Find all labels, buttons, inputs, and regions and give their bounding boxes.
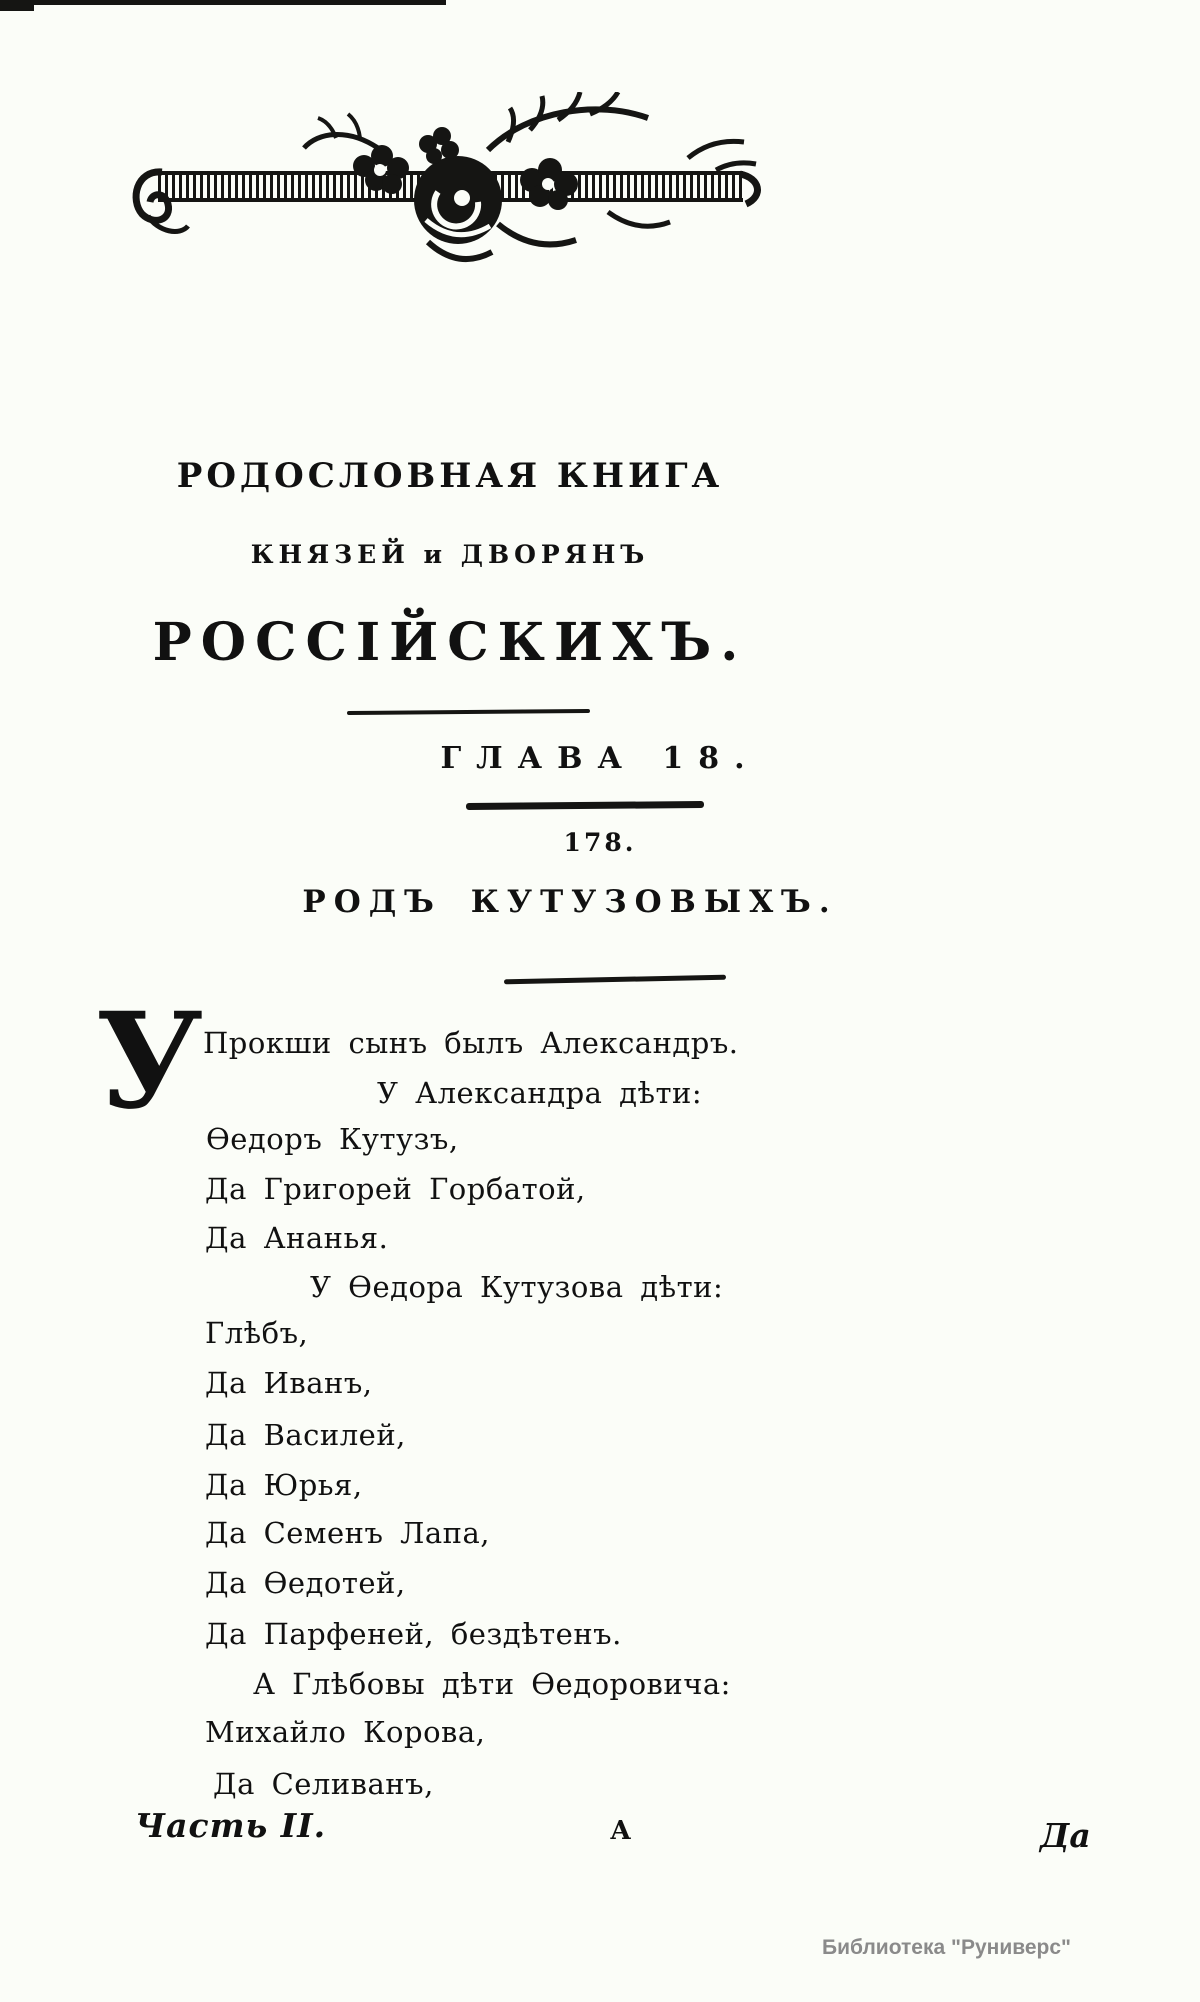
family-heading: РОДЪ КУТУЗОВЫХЪ.	[302, 884, 838, 920]
book-title-line3: РОССІЙСКИХЪ.	[152, 612, 748, 673]
library-watermark: Библиотека "Руниверс"	[822, 1936, 1072, 1959]
catchword: Да	[1040, 1816, 1091, 1855]
genealogy-line: Михайло Корова,	[205, 1715, 486, 1749]
book-title-line2: КНЯЗЕЙ и ДВОРЯНЪ	[250, 540, 650, 569]
genealogy-line: У Ѳедора Кутузова дѣти:	[310, 1270, 724, 1304]
floral-headpiece-icon	[128, 92, 770, 284]
genealogy-line: Да Селиванъ,	[213, 1767, 434, 1801]
divider-rule	[466, 801, 704, 810]
genealogy-line: Да Юрья,	[205, 1468, 363, 1502]
genealogy-line: Глѣбъ,	[205, 1316, 309, 1350]
book-title-line1: РОДОСЛОВНАЯ КНИГА	[176, 456, 724, 496]
genealogy-line: Да Григорей Горбатой,	[205, 1172, 586, 1206]
article-number: 178.	[563, 828, 637, 857]
signature-mark: А	[610, 1816, 632, 1846]
chapter-heading: ГЛАВА 18.	[440, 741, 760, 776]
genealogy-line: Прокши сынъ былъ Александръ.	[203, 1026, 739, 1060]
genealogy-line: Да Иванъ,	[205, 1366, 373, 1400]
genealogy-line: Да Ананья.	[205, 1221, 389, 1255]
drop-cap-initial: У	[96, 984, 204, 1139]
scan-corner-artifact	[0, 0, 34, 11]
genealogy-line: У Александра дѣти:	[377, 1076, 703, 1110]
genealogy-line: А Глѣбовы дѣти Ѳедоровича:	[253, 1667, 731, 1701]
floral-headpiece-ornament	[128, 92, 770, 284]
genealogy-line: Да Парфеней, бездѣтенъ.	[205, 1617, 622, 1651]
scan-edge-artifact	[0, 0, 446, 5]
divider-rule	[347, 709, 590, 715]
genealogy-line: Ѳедоръ Кутузъ,	[206, 1122, 459, 1156]
divider-rule	[504, 975, 726, 985]
genealogy-line: Да Ѳедотей,	[205, 1566, 406, 1600]
genealogy-line: Да Семенъ Лапа,	[205, 1516, 490, 1550]
part-label: Часть II.	[135, 1806, 327, 1845]
genealogy-line: Да Василей,	[205, 1418, 406, 1452]
